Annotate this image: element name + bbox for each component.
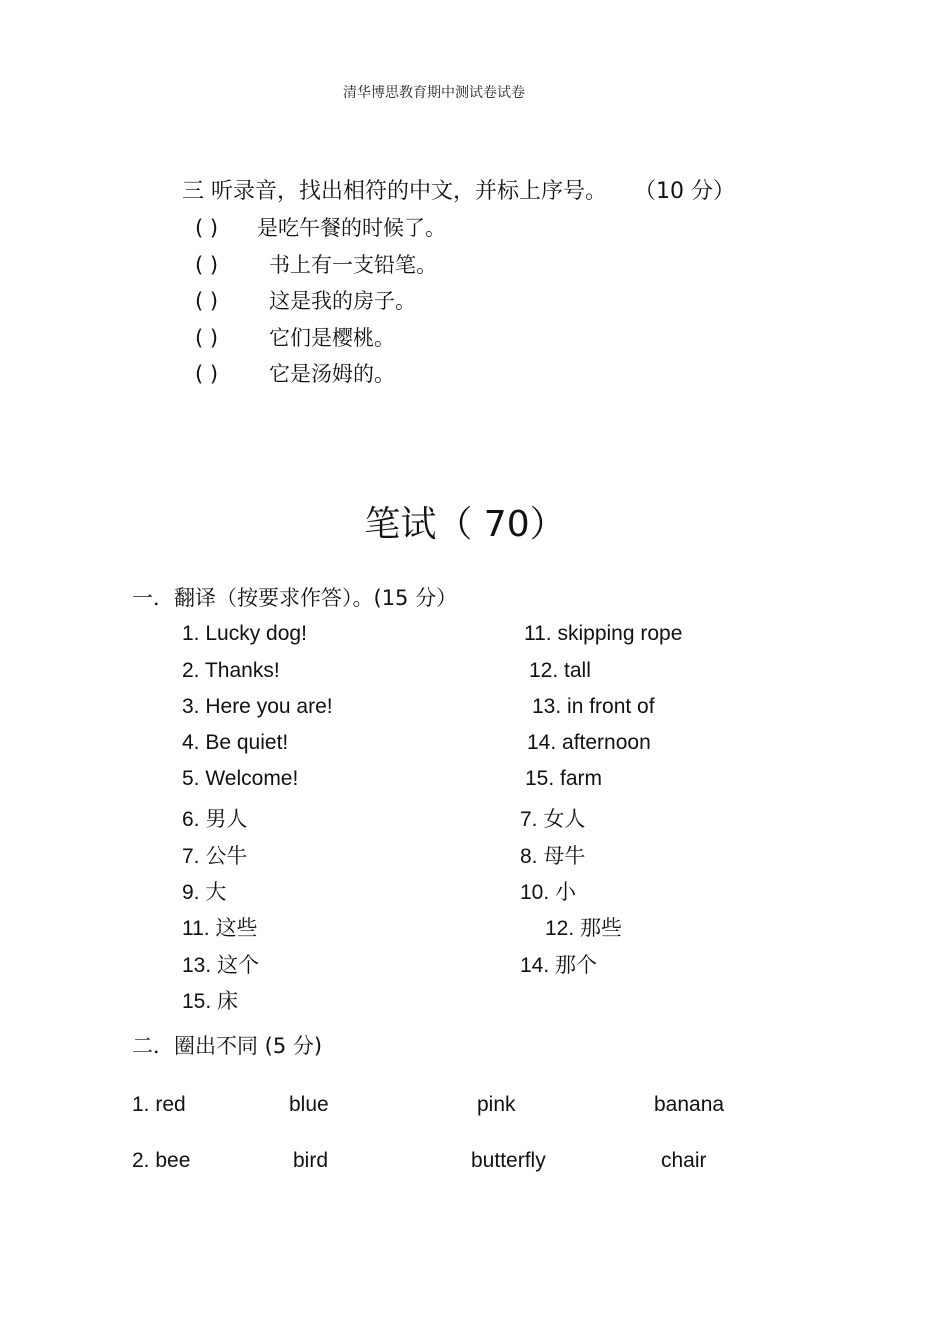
section3-points: （10 分） bbox=[645, 179, 735, 204]
translation-item: 14. 那个 bbox=[520, 954, 598, 977]
part1-title: 一．翻译（按要求作答）。(15 分） bbox=[132, 586, 458, 610]
translation-item: 10. 小 bbox=[520, 881, 577, 904]
translation-item: 12. 那些 bbox=[545, 917, 623, 940]
written-test-title: 笔试（ 70） bbox=[364, 504, 566, 545]
translation-item: 9. 大 bbox=[182, 881, 227, 904]
listening-item-text: 是吃午餐的时候了。 bbox=[257, 216, 446, 240]
translation-item: 11. skipping rope bbox=[524, 622, 683, 645]
answer-blank[interactable]: ( ) bbox=[195, 289, 219, 313]
translation-item: 11. 这些 bbox=[182, 917, 258, 940]
listening-item bbox=[195, 285, 416, 315]
listening-item bbox=[195, 249, 437, 279]
odd-one-out-word[interactable]: butterfly bbox=[471, 1149, 546, 1172]
answer-blank[interactable]: ( ) bbox=[195, 253, 219, 277]
translation-item: 4. Be quiet! bbox=[182, 731, 289, 754]
section3-title-text: 三 听录音，找出相符的中文，并标上序号。 bbox=[182, 179, 607, 204]
page-header: 清华博思教育期中测试卷试卷 bbox=[343, 85, 525, 101]
listening-item bbox=[195, 322, 395, 352]
odd-one-out-word[interactable]: 2. bee bbox=[132, 1149, 191, 1172]
answer-blank[interactable]: ( ) bbox=[195, 326, 219, 350]
translation-item: 3. Here you are! bbox=[182, 695, 333, 718]
listening-item-text: 它是汤姆的。 bbox=[269, 362, 395, 386]
translation-item: 14. afternoon bbox=[527, 731, 651, 754]
odd-one-out-word[interactable]: blue bbox=[289, 1093, 329, 1116]
odd-one-out-word[interactable]: chair bbox=[661, 1149, 707, 1172]
translation-item: 13. in front of bbox=[532, 695, 655, 718]
answer-blank[interactable]: ( ) bbox=[195, 216, 219, 240]
answer-blank[interactable]: ( ) bbox=[195, 362, 219, 386]
translation-item: 8. 母牛 bbox=[520, 845, 586, 868]
listening-item bbox=[195, 212, 446, 242]
translation-item: 15. farm bbox=[525, 767, 603, 790]
translation-item: 15. 床 bbox=[182, 990, 239, 1013]
odd-one-out-word[interactable]: banana bbox=[654, 1093, 725, 1116]
odd-one-out-word[interactable]: pink bbox=[477, 1093, 516, 1116]
odd-one-out-word[interactable]: bird bbox=[293, 1149, 329, 1172]
section3-title bbox=[182, 174, 735, 205]
translation-item: 7. 公牛 bbox=[182, 845, 248, 868]
translation-item: 2. Thanks! bbox=[182, 659, 280, 682]
odd-one-out-word[interactable]: 1. red bbox=[132, 1093, 186, 1116]
translation-item: 6. 男人 bbox=[182, 808, 248, 831]
listening-item bbox=[195, 358, 395, 388]
translation-item: 13. 这个 bbox=[182, 954, 260, 977]
translation-item: 12. tall bbox=[529, 659, 591, 682]
listening-item-text: 这是我的房子。 bbox=[269, 289, 416, 313]
translation-item: 5. Welcome! bbox=[182, 767, 299, 790]
translation-item: 7. 女人 bbox=[520, 808, 586, 831]
listening-item-text: 它们是樱桃。 bbox=[269, 326, 395, 350]
listening-item-text: 书上有一支铅笔。 bbox=[269, 253, 437, 277]
translation-item: 1. Lucky dog! bbox=[182, 622, 307, 645]
part2-title: 二．圈出不同 (5 分) bbox=[132, 1034, 323, 1058]
